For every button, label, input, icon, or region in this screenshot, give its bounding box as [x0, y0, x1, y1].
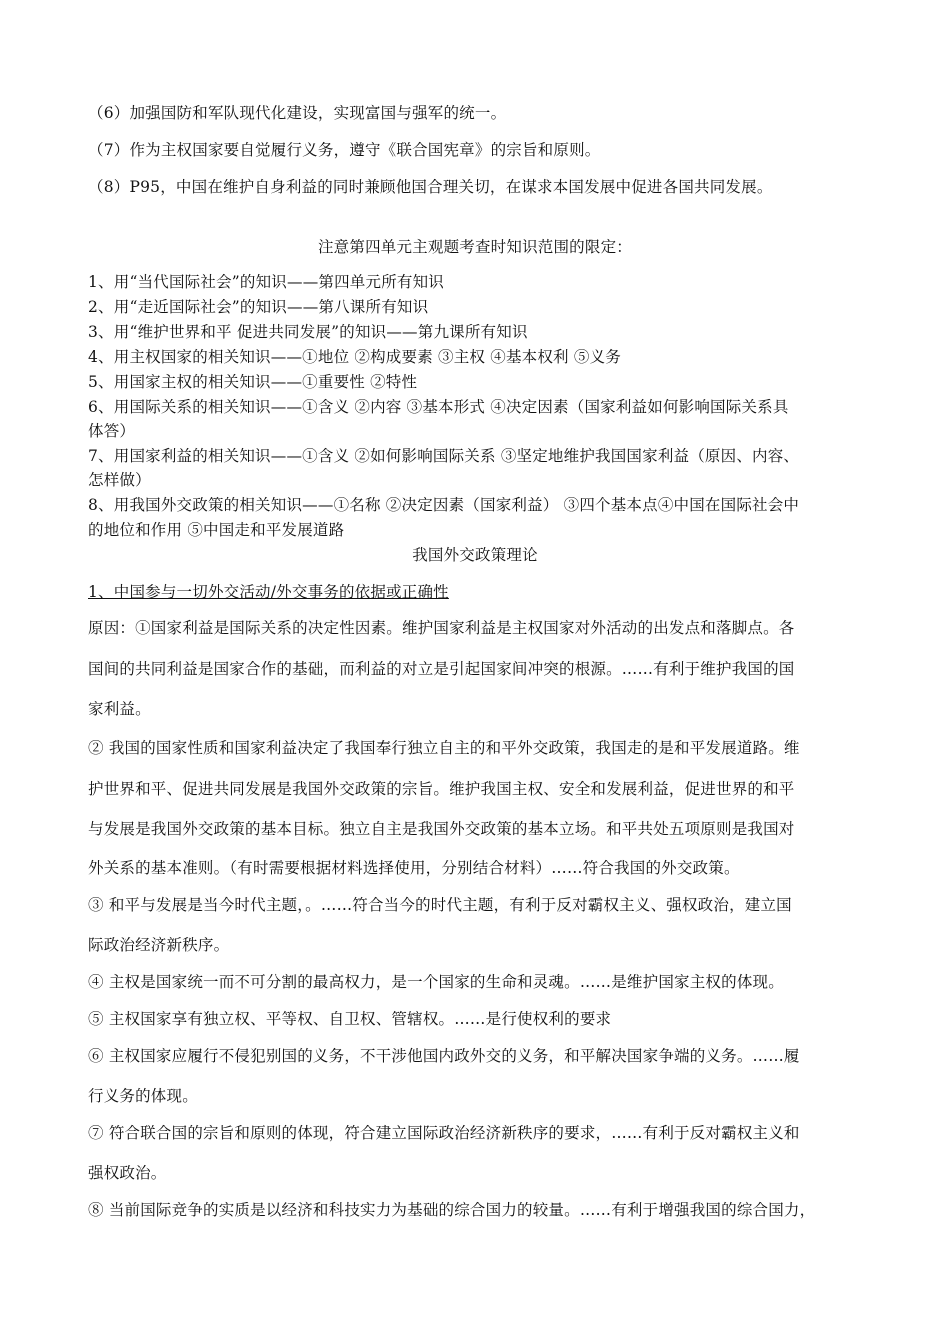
body-line: ⑤ 主权国家享有独立权、平等权、自卫权、管辖权。……是行使权利的要求: [88, 1010, 612, 1028]
notice-line: 的地位和作用 ⑤中国走和平发展道路: [88, 521, 345, 539]
body-line: 与发展是我国外交政策的基本目标。独立自主是我国外交政策的基本立场。和平共处五项原则是我国对: [88, 820, 795, 838]
body-line: ⑥ 主权国家应履行不侵犯别国的义务，不干涉他国内政外交的义务，和平解决国家争端的义务。……履: [88, 1047, 800, 1065]
notice-line: 3、用“维护世界和平 促进共同发展”的知识——第九课所有知识: [88, 323, 528, 341]
body-line: 行义务的体现。: [88, 1087, 198, 1105]
body-line: ⑧ 当前国际竞争的实质是以经济和科技实力为基础的综合国力的较量。……有利于增强我国的综合国力，: [88, 1201, 816, 1219]
body-line: 际政治经济新秩序。: [88, 936, 230, 954]
body-line: 强权政治。: [88, 1164, 167, 1182]
section-title: 我国外交政策理论: [412, 546, 538, 564]
notice-line: 体答）: [88, 422, 136, 440]
body-line: ② 我国的国家性质和国家利益决定了我国奉行独立自主的和平外交政策，我国走的是和平发展道路。维: [88, 739, 800, 757]
list-item: （6）加强国防和军队现代化建设，实现富国与强军的统一。: [88, 104, 507, 122]
body-line: 外关系的基本准则。（有时需要根据材料选择使用，分别结合材料）……符合我国的外交政策。: [88, 859, 740, 877]
body-line: 原因：①国家利益是国际关系的决定性因素。维护国家利益是主权国家对外活动的出发点和落脚点。各: [88, 619, 795, 637]
section-subtitle: 1、中国参与一切外交活动/外交事务的依据或正确性: [88, 583, 449, 601]
notice-title: 注意第四单元主观题考查时知识范围的限定：: [317, 238, 632, 256]
body-line: 护世界和平、促进共同发展是我国外交政策的宗旨。维护我国主权、安全和发展利益，促进世界的和平: [88, 780, 795, 798]
body-line: 家利益。: [88, 700, 151, 718]
notice-line: 怎样做）: [88, 471, 151, 489]
notice-line: 7、用国家利益的相关知识——①含义 ②如何影响国际关系 ③坚定地维护我国国家利益（原因、内容、: [88, 447, 800, 465]
notice-line: 4、用主权国家的相关知识——①地位 ②构成要素 ③主权 ④基本权利 ⑤义务: [88, 348, 621, 366]
list-item: （8）P95，中国在维护自身利益的同时兼顾他国合理关切，在谋求本国发展中促进各国共同发展。: [88, 178, 773, 196]
body-line: ③ 和平与发展是当今时代主题，。……符合当今的时代主题，有利于反对霸权主义、强权政治，建立国: [88, 896, 792, 914]
body-line: 国间的共同利益是国家合作的基础，而利益的对立是引起国家间冲突的根源。……有利于维护我国的国: [88, 660, 795, 678]
notice-line: 2、用“走近国际社会”的知识——第八课所有知识: [88, 298, 429, 316]
notice-line: 6、用国际关系的相关知识——①含义 ②内容 ③基本形式 ④决定因素（国家利益如何影响国际关系具: [88, 398, 789, 416]
notice-line: 5、用国家主权的相关知识——①重要性 ②特性: [88, 373, 418, 391]
notice-line: 1、用“当代国际社会”的知识——第四单元所有知识: [88, 273, 445, 291]
body-line: ④ 主权是国家统一而不可分割的最高权力，是一个国家的生命和灵魂。……是维护国家主权的体现。: [88, 973, 784, 991]
body-line: ⑦ 符合联合国的宗旨和原则的体现，符合建立国际政治经济新秩序的要求，……有利于反对霸权主义和: [88, 1124, 800, 1142]
notice-line: 8、用我国外交政策的相关知识——①名称 ②决定因素（国家利益） ③四个基本点④中国在国际社会中: [88, 496, 800, 514]
list-item: （7）作为主权国家要自觉履行义务，遵守《联合国宪章》的宗旨和原则。: [88, 141, 601, 159]
